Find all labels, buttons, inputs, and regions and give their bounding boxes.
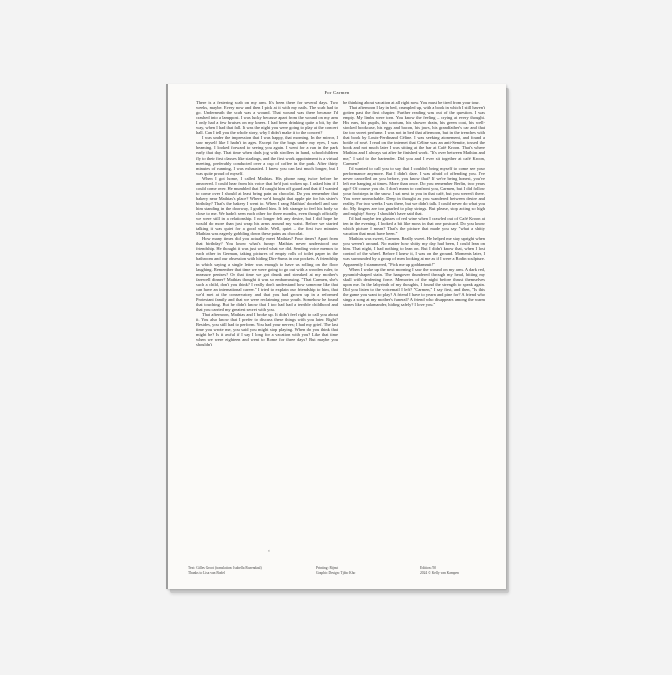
paragraph: I was under the impression that I was happy, that morning. In the mirror, I saw myself like I hadn't in ages. Except for the bags under my eyes, I was beaming. I looked forward to seeing you again. I went for a run in the park early that day. That time when dads jog with strollers in hand, schoolchildren fly to their first classes like starlings, and the first work appointment is a virtual meeting, preferably conducted over a cup of coffee in the park. After thirty minutes of running, I was exhausted. I knew you can last much longer, but I was quite proud of myself. [196,135,338,176]
paragraph: I'd wanted to call you to say that I couldn't bring myself to come see your performance anymore. But I didn't dare. I was afraid of offending you. I've never cancelled on you before, you know that? If we're being honest, you've left me hanging at times. More than once. Do you remember Berlin, two years ago? Of course you do. I don't mean to confront you, Carmen, but I did follow your footsteps in the snow. I sat next to you in that café, but you weren't there. You were unreachable. Deep in thought as you wandered between desire and reality. For two weeks I was there, but we didn't talk. I could never do what you do. My fingers are too gnarled to play strings. But please, stop acting so high and mighty! Sorry. I shouldn't have said that. [343,165,485,217]
paragraph: There is a festering scab on my arm. It's been there for several days. Two weeks, maybe. Every now and then I pick at it with my nails. The scab had to go. Underneath the scab was a wound. That wound was there because I'd crashed into a lamppost. I was lucky because apart from the wound on my arm I only had a few bruises on my knees. I had been drinking quite a bit, by the way, when I had that fall. It was the night you were going to play at the concert hall. Can I tell you the whole story, why I didn't make it to the concert? [196,100,338,136]
page-mark: ʻ [268,550,270,556]
credit-line: Text: Gilles Groot (translation: Isabella Rozendaal) [188,566,262,570]
right-column [343,100,485,485]
paragraph: That afternoon I lay in bed, crumpled up, with a book in which I still haven't gotten past the first chapter. Further reading was out of the question. I was empty. My limbs were torn. You know the feeling – crying at every thought. His ears, his pupils, his scrotum, his shower drain, his green coat, his well-stocked bookcase, his eggs and bacon, his jaws, his grandfather's car and that far too sweet perfume. I was not in bed that afternoon, but in the trenches with that book by Louis-Ferdinand Céline. I was seeking atonement, and found a bottle of rosé. I read on the internet that Céline was an anti-Semite, tossed the book and not much later I was sitting at the bar at Café Kroon. That's where Mathias and I always sat after he finished work. "It's over between Mathias and me," I said to the bartender. Did you and I ever sit together at café Kroon, Carmen? [343,105,485,166]
page-title: For Carmen [324,90,350,95]
paragraph: That afternoon, Mathias and I broke up. It didn't feel right to call you about it. You also know that I prefer to discuss these things with you later. Right? Besides, you still had to perform. You had your nerves; I had my grief. The last time you wrote me, you said you might stop playing. When do you think that might be? Is it awful if I say I long for a vacation with you? Like that time when we were eighteen and went to Rome for three days? But maybe you shouldn't [196,311,338,348]
credits-printing [316,566,355,576]
credit-line: 2024 © Kelly van Kampen [420,571,459,575]
left-column [196,100,338,565]
paragraph: When I got home, I called Mathias. His phone rang twice before he answered. I could hear from his voice that he'd just woken up. I asked him if I could come over. He mumbled that I'd caught him off guard and that if I wanted to come over I should at least bring pain au chocolat. Do you remember that bakery near Mathias's place? Where we'd bought that apple pie for his sister's birthday? That's the bakery I went to. When I rang Mathias' doorbell and saw him standing in the doorway, I grabbed him. It felt strange to feel his body so close to me. We hadn't seen each other for three months, even though officially we were still in a relationship. I no longer felt any desire, but I did hope he would do more than just wrap his arms around my waist. Before we started talking it was quiet for a good while. Well, quiet – the first two minutes Mathias was eagerly gobbling down these pains au chocolat. [196,175,338,237]
credits-text [188,566,262,576]
paragraph: How many times did you actually meet Mathias? Four times? Apart from that birthday? You know what's funny: Mathias never understood our friendship. He thought it was just weird what we did. Sending voice memos to each other in German, taking pictures of empty rolls of toilet paper in the bathroom and our obsession with hiding Dirr-Sums in our pockets. A friendship in which saying a single letter was enough to have us rolling on the floor laughing. Remember that time we were going to go out with a wooden ruler, to measure penises? Or that time we got drunk and streaked at my mother's farewell dinner? Mathias thought it was so embarrassing. "That Carmen, she's such a child, don't you think? I really don't understand how someone like that can have an international career." I tried to explain our friendship to him, that we'd met at the conservatory and that you had grown up in a reformed Protestant family and that we were reclaiming your youth. Somehow he found that touching. But he didn't know that I too had had a terrible childhood and that you carried my greatest secret with you. [196,236,338,312]
paragraph: be thinking about vacation at all right now. You must be tired from your tour. [343,100,480,105]
credits-edition [420,566,459,576]
document-page [166,84,506,589]
paragraph: When I woke up the next morning I saw the wound on my arm. A dark red, pyramid-shaped stain. The hangover thundered through my head, hitting my skull with deafening force. Memories of the night before thrust themselves upon me. In the labyrinth of my thoughts, I found the strength to speak again. Did you listen to the voicemail I left? "Carmen," I say first, and then, "Is this the game you want to play? A friend I have to yearn and pine for? A friend who sings a song at my mother's funeral? A friend who disappears among the warm stones like a salamander, hiding safely? I love you." [343,266,485,307]
credit-line: Thanks to Lisa van Bodel [188,571,225,575]
credit-line: Printing: Rijnst [316,566,339,570]
paragraph: I'd had maybe ten glasses of red wine when I crawled out of Café Kroon at ten in the evening. I looked a bit like moss in that one postcard. Do you know which picture I mean? That's the picture that made you say "what a shitty vacation that must have been." [343,216,485,237]
paragraph: Mathias was sweet, Carmen. Really sweet. He helped me stay upright when you weren't around. No matter how shitty my day had been, I could lean on him. That night, I had nothing to lean on. But I didn't know that, when I lost control of the wheel. Before I knew it, I was on the ground. Moments later, I was surrounded by a group of men looking at me as if I were a Rodin sculpture. Apparently I stammered, "Pick me up goddammit!" [343,236,485,267]
credit-line: Edition /50 [420,566,437,570]
credit-line: Graphic Design: Tjibo Kho [316,571,356,575]
